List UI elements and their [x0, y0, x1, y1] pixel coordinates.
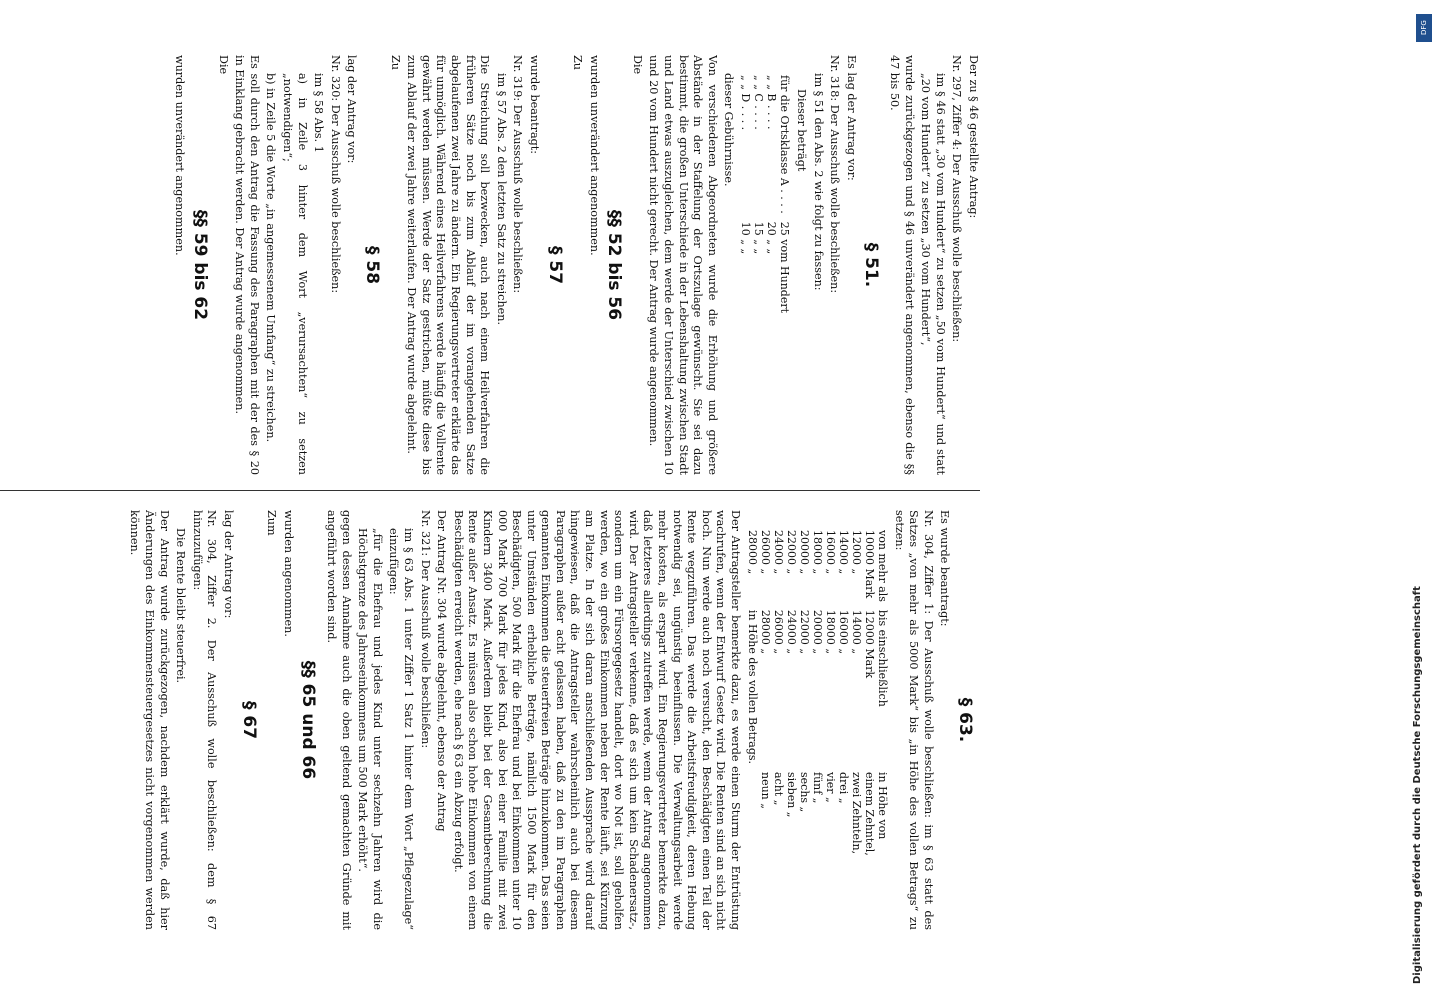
table-cell: 28000 „ [746, 530, 760, 575]
paragraph: lag der Antrag vor: [345, 55, 359, 164]
paragraph: Nr. 321: Der Ausschuß wolle beschließen: [418, 510, 432, 749]
paragraph: a) in Zeile 3 hinter dem Wort „verursachten“ zu setzen „notwendigen“; [281, 73, 309, 475]
table-row [811, 530, 824, 864]
table-cell: 10000 Mark [863, 530, 877, 599]
paragraph: wurde zurückgezogen und § 46 unverändert angenommen, ebenso die §§ 47 bis 50. [888, 55, 916, 475]
paragraph: Der zu § 46 gestellte Antrag: [967, 55, 980, 219]
table-header-row [876, 530, 889, 864]
section-heading: §§ 59 bis 62 [190, 209, 211, 321]
table-cell: 26000 „ [772, 609, 786, 655]
table-cell: 10 „ „ [739, 221, 753, 255]
table-cell: 18000 „ [824, 609, 838, 655]
paragraph: Nr. 297, Ziffer 4: Der Ausschuß wolle beschließen: [950, 55, 964, 343]
table-row [739, 75, 752, 321]
table-cell: acht „ [772, 772, 786, 806]
table-cell: 22000 „ [798, 609, 812, 655]
paragraph: Dieser beträgt [795, 89, 809, 172]
table-cell: „ „ D . . . . [739, 75, 753, 131]
table-cell: 16000 „ [824, 530, 838, 575]
paragraph: b) in Zeile 5 die Worte „in angemessenem Umfang“ zu streichen. [264, 73, 278, 443]
paragraph: Die [630, 55, 644, 75]
paragraph: Nr. 319: Der Ausschuß wolle beschließen: [511, 55, 525, 294]
paragraph: Von verschiedenen Abgeordneten wurde die Erhöhung und größere Abstände in der Staffelung der Ortszulage gewünscht. Sie sei dazu bestimmt, die großen Unterschiede in der Lebenshaltung zwischen Stadt und Land etwas auszugleichen, dem werde der Unterschied zwischen 10 und 20 vom Hundert nicht gerecht. Der Antrag wurde angenommen. [647, 55, 719, 475]
table-row [746, 530, 759, 864]
paragraph: Es soll durch den Antrag die Fassung des Paragraphen mit der des § 20 in Einklang gebracht werden. Der Antrag wurde angenommen. [233, 55, 261, 475]
table-row [765, 75, 778, 321]
table-row [850, 530, 863, 864]
table-cell: 28000 „ [759, 609, 773, 655]
table-cell: für die Ortsklasse A . . . . [778, 75, 792, 214]
table-cell: 26000 „ [759, 530, 773, 575]
paragraph: im § 46 statt „30 vom Hundert“ zu setzen „50 vom Hundert“ und statt „20 vom Hundert“ zu setzen „30 vom Hundert“, [919, 73, 947, 475]
paragraph: im § 63 Abs. 1 unter Ziffer 1 Satz 1 hinter dem Wort „Pflegezulage“ einzufügen: [387, 528, 415, 930]
section-heading: § 63. [955, 697, 975, 743]
table-header-cell: von mehr als [876, 530, 890, 602]
table-cell: 14000 „ [850, 609, 864, 655]
table-cell: 16000 „ [837, 609, 851, 655]
paragraph: wurden unverändert angenommen. [587, 55, 601, 256]
paragraph: Die Streichung soll bezwecken, auch nach einem Heilverfahren die früheren Sätze noch bis zum Ablauf der im vorangehenden Satze abgelaufenen zwei Jahre zu ändern. Ein Regierungsvertreter erklärte das für unmöglich. Während eines Heilverfahrens werde häufig die Vollrente gewährt werden müssen. Werde der Satz gestrichen, müßte diese bis zum Ablauf der zwei Jahre weiterlaufen. Der Antrag wurde abgelehnt. [405, 55, 492, 475]
paragraph: Der Antrag Nr. 304 wurde abgelehnt, ebenso der Antrag [435, 510, 449, 832]
paragraph: Nr. 304, Ziffer 2. Der Ausschuß wolle beschließen: dem § 67 hinzuzufügen: [190, 510, 219, 930]
table-row [863, 530, 876, 864]
paragraph: Die Rente bleibt steuerfrei. [174, 528, 188, 684]
section-heading: § 58 [362, 245, 382, 285]
paragraph: Es lag der Antrag vor: [844, 55, 858, 181]
section-heading: § 67 [238, 700, 259, 740]
paragraph: im § 58 Abs. 1 [312, 73, 326, 153]
left-column [0, 55, 980, 475]
paragraph: im § 57 Abs. 2 den letzten Satz zu streichen. [494, 73, 508, 326]
paragraph: Nr. 320: Der Ausschuß wolle beschließen: [328, 55, 342, 294]
paragraph: Zum [265, 510, 279, 536]
funding-notice: Digitalisierung gefördert durch die Deutsche Forschungsgemeinschaft [1412, 586, 1423, 984]
table-cell: sechs „ [798, 772, 812, 813]
table-cell: sieben „ [785, 772, 799, 818]
paragraph: gegen dessen Annahme auch die oben geltend gemachten Gründe mit angeführt worden sind. [325, 510, 353, 930]
paragraph: wurden unverändert angenommen. [173, 55, 187, 256]
table-cell: 12000 „ [850, 530, 864, 575]
table-cell: 24000 „ [785, 609, 799, 655]
table-cell: neun „ [759, 772, 773, 809]
table-cell: 24000 „ [772, 530, 786, 575]
table-header-cell: bis einschließlich [876, 609, 890, 707]
table-row [778, 75, 791, 321]
table-row [785, 530, 798, 864]
table-cell: 20000 „ [811, 609, 825, 655]
paragraph: Zu [571, 55, 585, 70]
paragraph: Die [216, 55, 230, 75]
section-heading: § 57 [544, 245, 565, 285]
paragraph: Der Antragsteller bemerkte dazu, es werde einen Sturm der Entrüstung wachrufen, wenn der Entwurf Gesetz wird. Die Renten sind an sich nicht hoch. Nun werde auch noch versucht, den Beschädigten einen Teil der Rente wegzuführen. Das werde die Arbeitsfreudigkeit, deren Hebung notwendig sei, ungünstig beeinflussen. Die Verwaltungsarbeit werde mehr kosten, als erspart wird. Ein Regierungsvertreter bemerkte dazu, daß letzteres allerdings zutreffen werde, wenn der Antrag angenommen wird. Der Antragsteller verkenne, daß es sich um kein Schadenersatz-, sondern um ein Fürsorgegesetz handelt, dort wo Not ist, soll geholfen werden, wo ein großes Einkommen neben der Rente läuft, sei Kürzung am Platze. In der sich daran anschließenden Aussprache wird darauf hingewiesen, daß die Antragsteller wahrscheinlich auch bei diesem Paragraphen außer acht gelassen haben, daß zu den im Paragraphen genannten Einkommen die steuerfreien Beträge hinzukommen. Das seien unter Umständen erhebliche Beträge, nämlich 1500 Mark für den Beschädigten, 500 Mark für die Ehefrau und bei Einkommen unter 10 000 Mark 700 Mark für jedes Kind, also bei einer Familie mit zwei Kindern 3400 Mark. Außerdem bleibt bei der Gesamtberechnung die Rente außer Ansatz. Es müssen also schon hohe Einkommen von einem Beschädigten erreicht werden, ehe nach § 63 ein Abzug erfolgt. [451, 510, 743, 930]
paragraph: Nr. 318: Der Ausschuß wolle beschließen: [828, 55, 842, 294]
table-cell: „ „ C . . . . [752, 75, 766, 130]
paragraph: „für die Ehefrau und jedes Kind unter sechzehn Jahren wird die Höchstgrenze des Jahreseinkommens um 500 Mark erhöht“. [356, 528, 384, 930]
right-column [0, 510, 980, 930]
paragraph: dieser Gebührnisse. [722, 73, 736, 187]
column-divider [0, 490, 980, 491]
table-cell: 25 vom Hundert [778, 221, 792, 314]
table-cell: 18000 „ [811, 530, 825, 575]
table-cell: 22000 „ [785, 530, 799, 575]
table-row [837, 530, 850, 864]
table-cell: 12000 Mark [863, 609, 877, 679]
table-cell: 14000 „ [837, 530, 851, 575]
table-cell: vier „ [824, 772, 838, 803]
section-heading: § 51. [861, 242, 882, 288]
table-row [759, 530, 772, 864]
paragraph: Zu [388, 55, 402, 70]
paragraph: wurde beantragt: [527, 55, 541, 155]
table-row [752, 75, 765, 321]
table-row [798, 530, 811, 864]
table-row [824, 530, 837, 864]
ortsklasse-table [739, 75, 791, 321]
paragraph: Der Antrag wurde zurückgezogen, nachdem erklärt wurde, daß hier Änderungen des Einkommensteuergesetzes nicht vorgenommen werden können. [128, 510, 171, 930]
table-cell: 15 „ „ [752, 221, 766, 255]
table-header-cell: in Höhe von [876, 772, 890, 840]
table-cell: zwei Zehnteln, [850, 772, 864, 855]
table-cell [746, 772, 759, 864]
table-cell: einem Zehntel, [863, 772, 877, 856]
table-cell: 20 „ „ [765, 221, 779, 255]
table-cell: fünf „ [811, 772, 825, 804]
section-heading: §§ 65 und 66 [298, 660, 319, 780]
paragraph: Es wurde beantragt: [938, 510, 952, 627]
table-cell: 20000 „ [798, 530, 812, 575]
table-cell: in Höhe des vollen Betrags. [746, 609, 760, 764]
table-row [772, 530, 785, 864]
dfg-logo: DFG [1416, 14, 1432, 42]
table-cell: „ „ B . . . . [765, 75, 779, 130]
paragraph: lag der Antrag vor: [222, 510, 236, 619]
income-table [746, 530, 889, 864]
table-cell: drei „ [837, 772, 851, 804]
paragraph: Nr. 304, Ziffer 1: Der Ausschuß wolle beschließen: im § 63 statt des Satzes „von mehr als 5000 Mark“ bis „in Höhe des vollen Betrags“ zu setzen: [892, 510, 935, 930]
paragraph: wurden angenommen. [281, 510, 295, 637]
paragraph: im § 51 den Abs. 2 wie folgt zu fassen: [811, 73, 825, 291]
section-heading: §§ 52 bis 56 [604, 209, 625, 321]
